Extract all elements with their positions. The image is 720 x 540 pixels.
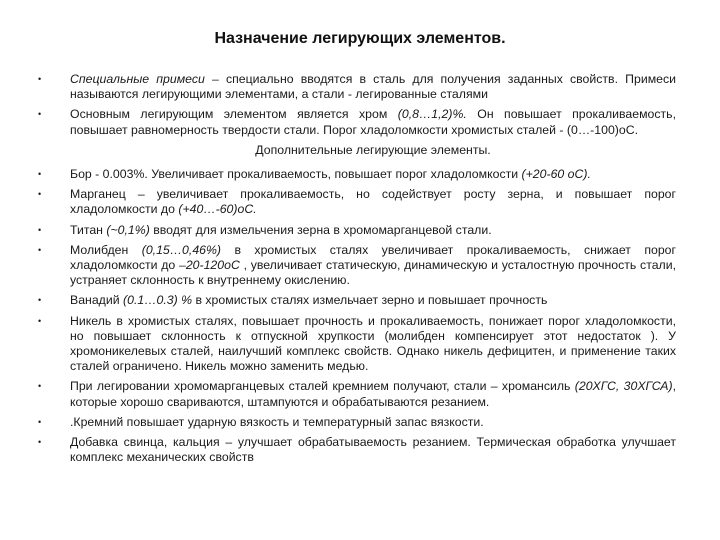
italic-segment: (+20-60 оС). (521, 167, 591, 182)
page-title: Назначение легирующих элементов. (214, 30, 506, 47)
italic-segment: –20-120оС (178, 258, 240, 273)
subheading: Дополнительные легирующие элементы. (255, 142, 491, 157)
main-items (38, 72, 676, 138)
text-segment: в хромистых сталях измельчает зерно и повышает прочность (192, 293, 548, 308)
text-segment: Основным легирующим элементом является хром (70, 107, 398, 122)
text-segment: Он повышает прокаливаемость, повышает равномерность твердости стали. Порог хладоломкости хромистых сталей - (0…-100)оС. (70, 107, 676, 137)
list-item-text (70, 379, 676, 409)
bullet-icon: • (38, 224, 42, 235)
italic-segment: Специальные примеси – (70, 72, 226, 86)
list-item-text (70, 187, 676, 217)
bullet-icon: • (38, 437, 42, 448)
bullet-icon: • (38, 189, 42, 200)
bullet-icon: • (38, 416, 42, 427)
list-item (38, 379, 676, 409)
text-segment: вводят для измельчения зерна в хромомарганцевой стали. (149, 222, 492, 237)
text-segment: Добавка свинца, кальция – улучшает обрабатываемость резанием. Термическая обработка улучшает комплекс механических свойств (70, 435, 676, 465)
text-segment: Ванадий (70, 293, 124, 308)
bullet-icon: • (38, 74, 42, 84)
italic-segment: (0.1…0.3) % (123, 293, 193, 308)
text-segment: Титан (70, 222, 107, 237)
list-item-text (70, 167, 676, 182)
additional-items (38, 167, 676, 465)
italic-segment: (0,15…0,46%) (141, 242, 222, 257)
italic-segment: (0,8…1,2)%. (397, 107, 467, 122)
list-item-text (70, 243, 676, 289)
bullet-icon: • (38, 381, 42, 392)
text-segment: Бор - 0.003%. Увеличивает прокаливаемость, повышает порог хладоломкости (70, 167, 522, 182)
list-item (38, 107, 676, 137)
italic-segment: (+40…-60)оС. (178, 202, 257, 217)
list-item (38, 314, 676, 375)
list-item (38, 435, 676, 465)
list-item (38, 167, 676, 182)
list-item-text (70, 314, 676, 375)
text-segment: в хромистых сталях увеличивает прокаливаемость, снижает порог хладоломкости до (70, 242, 676, 273)
italic-segment: (20ХГС, 30ХГСА) (574, 379, 673, 394)
list-item-text (70, 293, 676, 308)
bullet-list (38, 72, 676, 470)
text-segment: Молибден (70, 242, 142, 257)
text-segment: Никель в хромистых сталях, повышает прочность и прокаливаемость, понижает порог хладоломкости, но повышает склонность к отпускной хрупкости (молибден компенсирует этот недостаток ). У хромоникелевых сталей, наилучший комплекс свойств. Однако никель дефицитен, и применение таких сталей ограничено. Никель можно заменить медью. (70, 313, 676, 374)
italic-segment: (~0,1%) (106, 222, 150, 237)
bullet-icon: • (38, 169, 42, 180)
list-item-text (70, 107, 676, 137)
list-item (38, 293, 676, 308)
text-segment: .Кремний повышает ударную вязкость и температурный запас вязкости. (70, 414, 484, 429)
text-segment: , увеличивает статическую, динамическую и усталостную прочность стали, устраняет склонность к внутреннему окислению. (70, 258, 676, 288)
text-segment: специально вводятся в сталь для получения заданных свойств. Примеси называются легирующими элементами, а стали - легированные сталями (70, 72, 676, 102)
text-segment: При легировании хромомарганцевых сталей кремнием получают, стали – хромансиль (70, 379, 575, 394)
bullet-icon: • (38, 295, 42, 306)
text-segment: , которые хорошо свариваются, штампуются и обрабатываются резанием. (70, 379, 676, 409)
list-item (38, 72, 676, 102)
list-item (38, 223, 676, 238)
list-item-text (70, 435, 676, 465)
bullet-icon: • (38, 109, 42, 120)
list-item-text (70, 72, 676, 102)
text-segment: Марганец – увеличивает прокаливаемость, но содействует росту зерна, и повышает порог хладоломкости до (70, 187, 676, 217)
bullet-icon: • (38, 315, 42, 326)
list-item-text (70, 223, 676, 238)
list-item (38, 415, 676, 430)
list-item (38, 243, 676, 289)
list-item-text (70, 415, 676, 430)
list-item (38, 187, 676, 217)
bullet-icon: • (38, 244, 42, 255)
